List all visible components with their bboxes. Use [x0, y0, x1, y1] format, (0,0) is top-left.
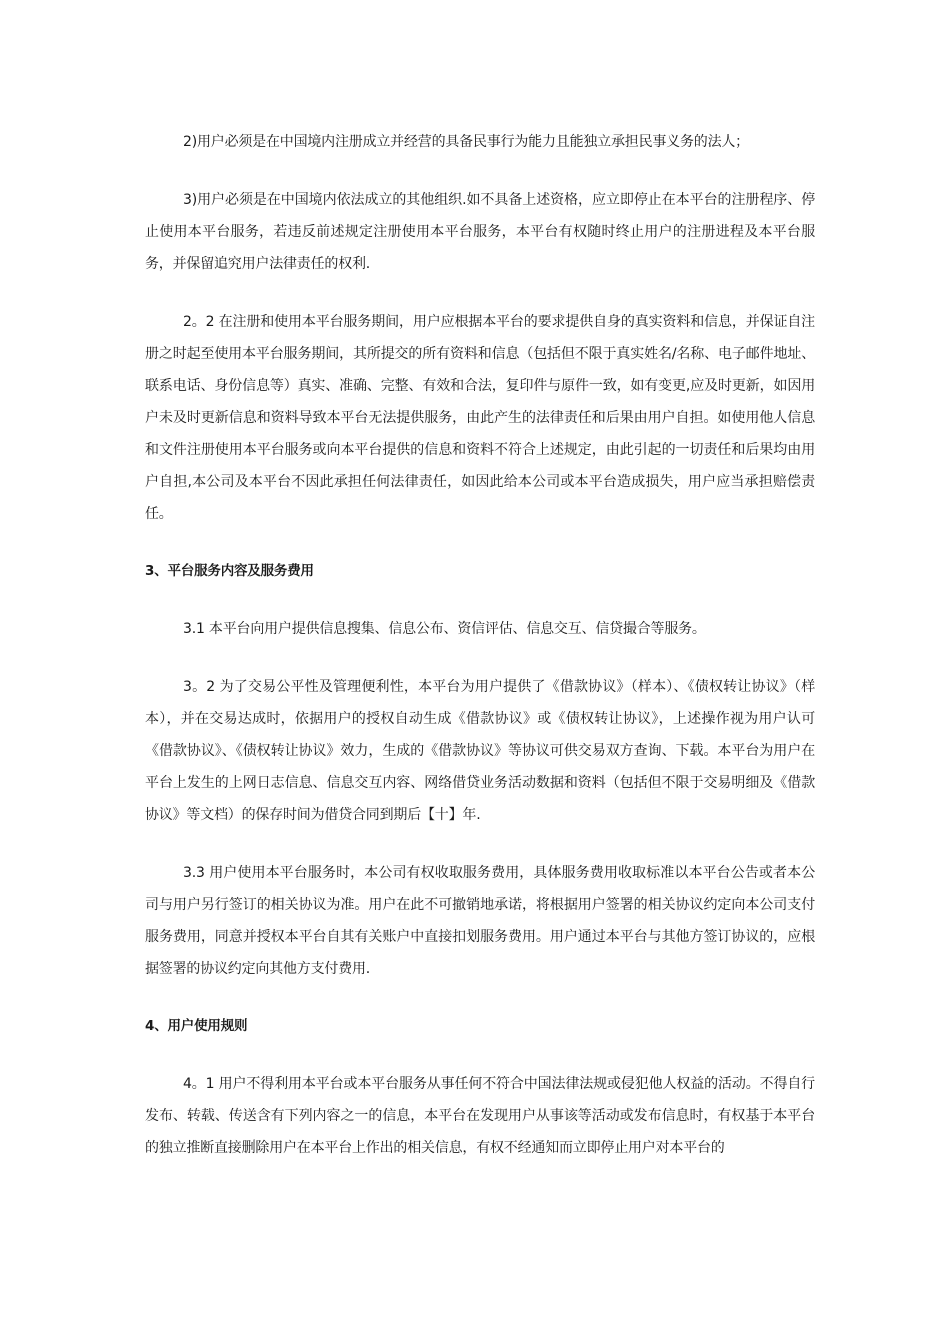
paragraph-clause-2-2: 2。2 在注册和使用本平台服务期间，用户应根据本平台的要求提供自身的真实资料和信息，并保证自注册之时起至使用本平台服务期间，其所提交的所有资料和信息（包括但不限于真实姓名/名称、电子邮件地址、联系电话、身份信息等）真实、准确、完整、有效和合法，复印件与原件一致，如有变更,应及时更新，如因用户未及时更新信息和资料导致本平台无法提供服务，由此产生的法律责任和后果由用户自担。如使用他人信息和文件注册使用本平台服务或向本平台提供的信息和资料不符合上述规定，由此引起的一切责任和后果均由用户自担,本公司及本平台不因此承担任何法律责任，如因此给本公司或本平台造成损失，用户应当承担赔偿责任。: [145, 314, 815, 522]
paragraph-clause-3-3: 3.3 用户使用本平台服务时，本公司有权收取服务费用，具体服务费用收取标准以本平台公告或者本公司与用户另行签订的相关协议为准。用户在此不可撤销地承诺，将根据用户签署的相关协议约定向本公司支付服务费用，同意并授权本平台自其有关账户中直接扣划服务费用。用户通过本平台与其他方签订协议的，应根据签署的协议约定向其他方支付费用.: [145, 865, 815, 977]
paragraph-requirement-3: 3)用户必须是在中国境内依法成立的其他组织.如不具备上述资格，应立即停止在本平台的注册程序、停止使用本平台服务，若违反前述规定注册使用本平台服务，本平台有权随时终止用户的注册进程及本平台服务，并保留追究用户法律责任的权利.: [145, 192, 815, 272]
section-heading-4: 4、用户使用规则: [145, 1018, 248, 1034]
document-body: [145, 126, 815, 1190]
paragraph-clause-4-1: 4。1 用户不得利用本平台或本平台服务从事任何不符合中国法律法规或侵犯他人权益的活动。不得自行发布、转载、传送含有下列内容之一的信息，本平台在发现用户从事该等活动或发布信息时，有权基于本平台的独立推断直接删除用户在本平台上作出的相关信息，有权不经通知而立即停止用户对本平台的: [145, 1076, 815, 1156]
paragraph-clause-3-2: 3。2 为了交易公平性及管理便利性，本平台为用户提供了《借款协议》（样本）、《债权转让协议》（样本），并在交易达成时，依据用户的授权自动生成《借款协议》或《债权转让协议》，上述操作视为用户认可《借款协议》、《债权转让协议》效力，生成的《借款协议》等协议可供交易双方查询、下载。本平台为用户在平台上发生的上网日志信息、信息交互内容、网络借贷业务活动数据和资料（包括但不限于交易明细及《借款协议》等文档）的保存时间为借贷合同到期后【十】年.: [145, 679, 815, 823]
paragraph-clause-3-1: 3.1 本平台向用户提供信息搜集、信息公布、资信评估、信息交互、信贷撮合等服务。: [183, 621, 706, 637]
section-heading-3: 3、平台服务内容及服务费用: [145, 563, 314, 579]
paragraph-requirement-2: 2)用户必须是在中国境内注册成立并经营的具备民事行为能力且能独立承担民事义务的法人；: [183, 134, 749, 150]
